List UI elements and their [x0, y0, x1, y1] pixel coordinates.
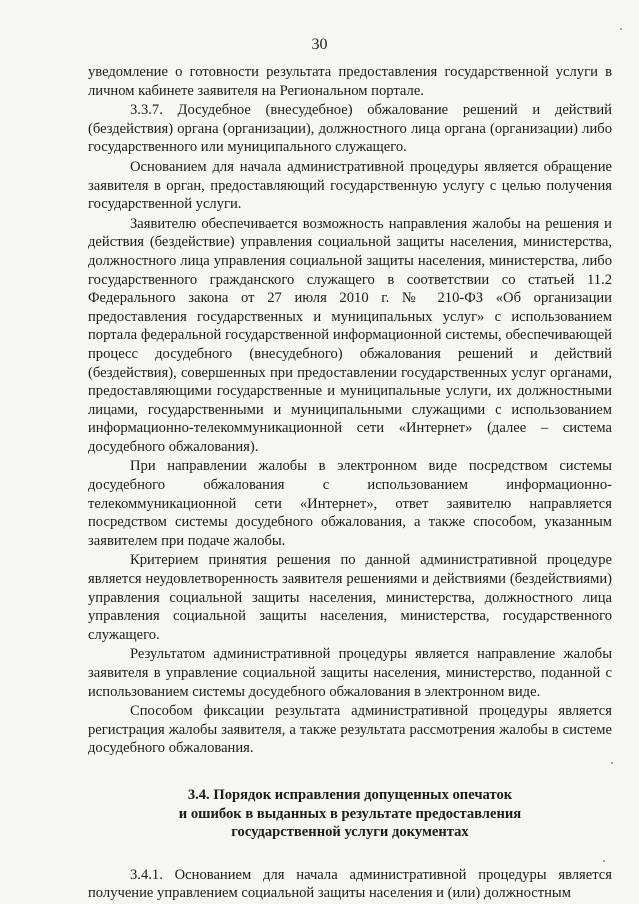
page-number: 30 — [311, 36, 328, 53]
section-heading-3-4 — [88, 786, 612, 842]
paragraph-electronic-complaint: При направлении жалобы в электронном виде посредством системы досудебного обжалования с использованием информационно-телекоммуникационной сети «Интернет», ответ заявителю направляется посредством системы досудебного обжалования, а также способом, указанным заявителем при подаче жалобы. — [88, 458, 612, 549]
section-heading-line: государственной услуги документах — [231, 824, 469, 841]
scan-speck — [611, 762, 613, 764]
paragraph-3-3-7: 3.3.7. Досудебное (внесудебное) обжалование решений и действий (бездействия) органа (организации), должностного лица органа (организации) либо государственного или муниципального служащего. — [88, 102, 612, 156]
document-body — [88, 63, 612, 904]
paragraph-basis: Основанием для начала административной процедуры является обращение заявителя в орган, предоставляющий государственную услугу с целью получения государственной услуги. — [88, 158, 612, 213]
scan-speck — [603, 860, 605, 862]
scan-speck — [620, 28, 622, 30]
paragraph-applicant-right: Заявителю обеспечивается возможность направления жалобы на решения и действия (бездействие) управления социальной защиты населения, министерства, должностного лица управления социальной защиты населения, министерства, либо государственного гражданского служащего в соответствии со статьей 11.2 Федерального закона от 27 июля 2010 г. № 210-ФЗ «Об организации предоставления государственных и муниципальных услуг» с использованием портала федеральной государственной информационной системы, обеспечивающей процесс досудебного (внесудебного) обжалования решений и действий (бездействия), совершенных при предоставлении государственных услуг органами, предоставляющими государственные и муниципальные услуги, их должностными лицами, государственными и муниципальными служащими с использованием информационно-телекоммуникационной сети «Интернет» (далее – система досудебного обжалования). — [88, 215, 612, 455]
section-heading-line: 3.4. Порядок исправления допущенных опечаток — [187, 786, 513, 803]
paragraph-3-4-1: 3.4.1. Основанием для начала административной процедуры является получение управлением социальной защиты населения и (или) должностным — [88, 866, 612, 902]
paragraph-result: Результатом административной процедуры является направление жалобы заявителя в управление социальной защиты населения, министерство, поданной с использованием системы досудебного обжалования в электронном виде. — [88, 646, 612, 700]
paragraph-continuation: уведомление о готовности результата предоставления государственной услуги в личном кабинете заявителя на Региональном портале. — [88, 64, 612, 99]
paragraph-criterion: Критерием принятия решения по данной административной процедуре является неудовлетворенность заявителя решениями и действиями (бездействиями) управления социальной защиты населения, министерства, должностного лица управления социальной защиты населения, министерства, государственного служащего. — [88, 552, 612, 643]
paragraph-fixation: Способом фиксации результата административной процедуры является регистрация жалобы заявителя, а также результата рассмотрения жалобы в системе досудебного обжалования. — [88, 703, 612, 757]
section-heading-line: и ошибок в выданных в результате предоставления — [178, 805, 522, 822]
